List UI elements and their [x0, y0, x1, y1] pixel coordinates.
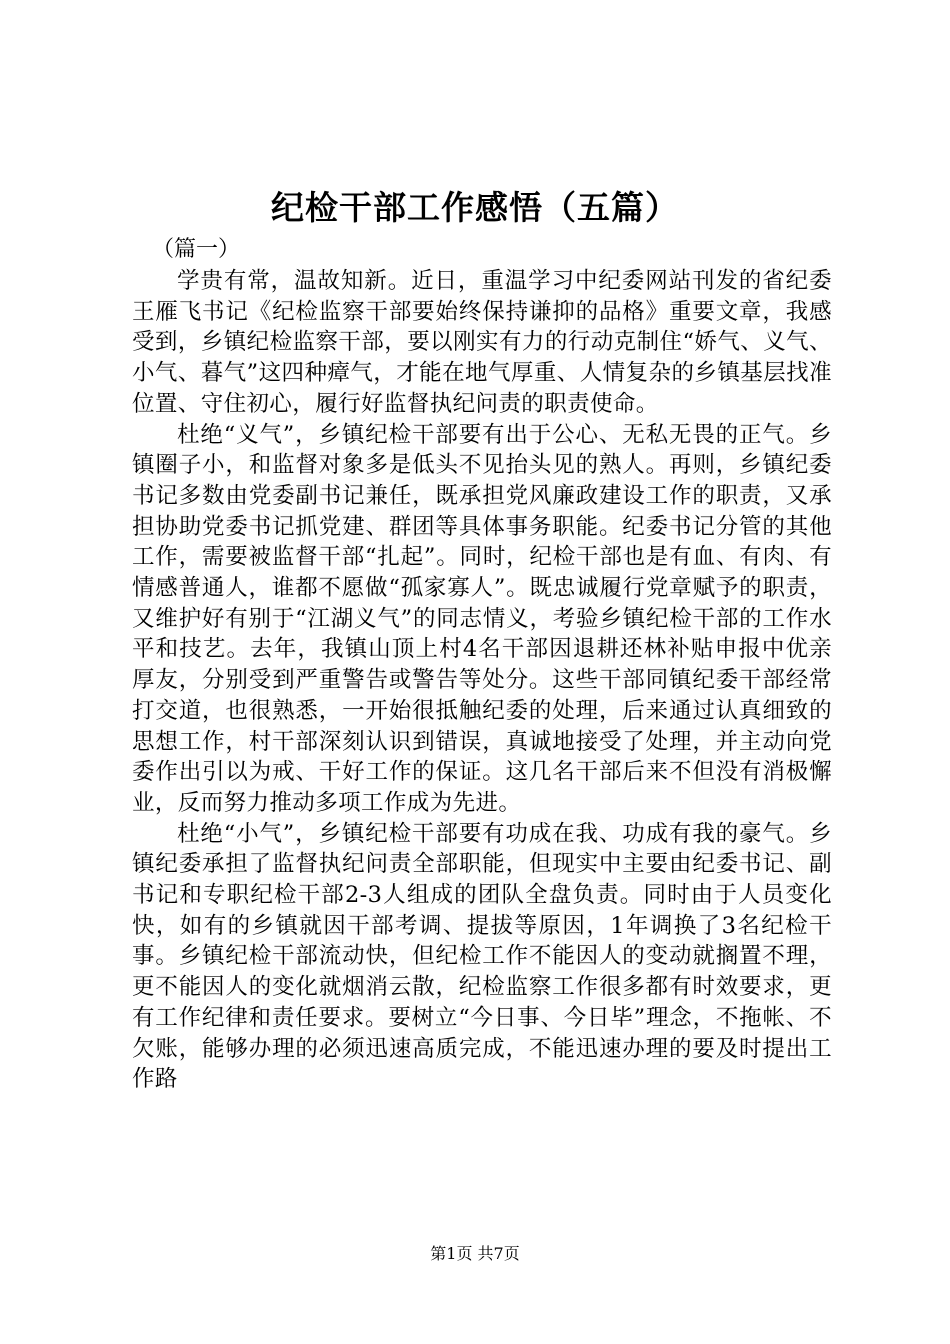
paragraph: 杜绝“义气”，乡镇纪检干部要有出于公心、无私无畏的正气。乡镇圈子小，和监督对象多是低头不见抬头见的熟人。再则，乡镇纪委书记多数由党委副书记兼任，既承担党风廉政建设工作的职责，又承担协助党委书记抓党建、群团等具体事务职能。纪委书记分管的其他工作，需要被监督干部“扎起”。同时，纪检干部也是有血、有肉、有情感普通人，谁都不愿做“孤家寡人”。既忠诚履行党章赋予的职责，又维护好有别于“江湖义气”的同志情义，考验乡镇纪检干部的工作水平和技艺。去年，我镇山顶上村4名干部因退耕还林补贴申报中优亲厚友，分别受到严重警告或警告等处分。这些干部同镇纪委干部经常打交道，也很熟悉，一开始很抵触纪委的处理，后来通过认真细致的思想工作，村干部深刻认识到错误，真诚地接受了处理，并主动向党委作出引以为戒、干好工作的保证。这几名干部后来不但没有消极懈业，反而努力推动多项工作成为先进。	[132, 421, 832, 816]
document-title: 纪检干部工作感悟（五篇）	[271, 188, 679, 227]
section-label: （篇一）	[152, 237, 241, 262]
paragraph: 杜绝“小气”，乡镇纪检干部要有功成在我、功成有我的豪气。乡镇纪委承担了监督执纪问责全部职能，但现实中主要由纪委书记、副书记和专职纪检干部2-3人组成的团队全盘负责。同时由于人员变化快，如有的乡镇就因干部考调、提拔等原因，1年调换了3名纪检干事。乡镇纪检干部流动快，但纪检工作不能因人的变动就搁置不理，更不能因人的变化就烟消云散，纪检监察工作很多都有时效要求，更有工作纪律和责任要求。要树立“今日事、今日毕”理念，不拖帐、不欠账，能够办理的必须迅速高质完成，不能迅速办理的要及时提出工作路	[132, 820, 832, 1093]
document-body	[132, 266, 832, 1095]
page-footer: 第1页 共7页	[430, 1244, 520, 1263]
paragraph: 学贵有常，温故知新。近日，重温学习中纪委网站刊发的省纪委王雁飞书记《纪检监察干部要始终保持谦抑的品格》重要文章，我感受到，乡镇纪检监察干部，要以刚实有力的行动克制住“娇气、义气、小气、暮气”这四种瘴气，才能在地气厚重、人情复杂的乡镇基层找准位置、守住初心，履行好监督执纪问责的职责使命。	[132, 268, 832, 417]
